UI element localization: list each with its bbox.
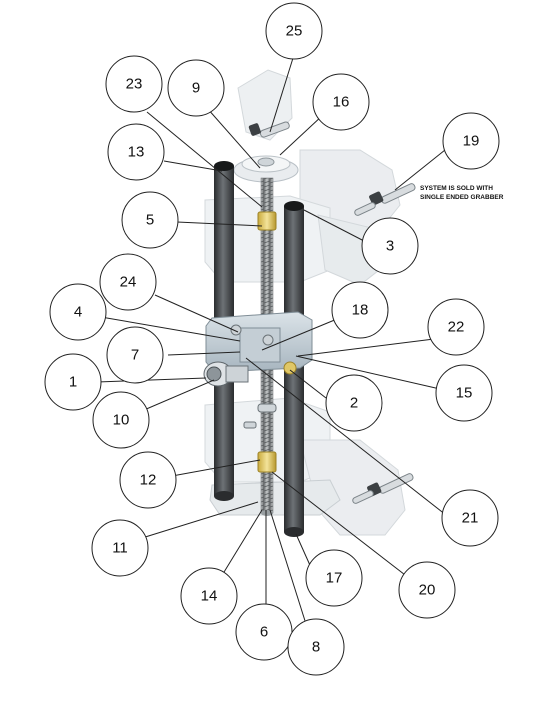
callout-5-label: 5 [145, 211, 155, 229]
callout-6 [236, 604, 292, 660]
callout-20-label: 20 [418, 581, 436, 599]
callout-22 [428, 299, 484, 355]
callout-11 [92, 520, 148, 576]
note-line-1: SYSTEM IS SOLD WITH [420, 185, 493, 192]
callout-16 [313, 74, 369, 130]
callout-8 [288, 619, 344, 675]
callout-10-label: 10 [112, 411, 130, 429]
callout-12 [120, 452, 176, 508]
callout-8-label: 8 [311, 638, 321, 656]
callout-3 [362, 218, 418, 274]
system-note [420, 185, 504, 201]
callout-19 [443, 113, 499, 169]
callout-1 [45, 354, 101, 410]
callout-24-label: 24 [119, 273, 137, 291]
callout-4 [50, 284, 106, 340]
callout-15-label: 15 [455, 384, 473, 402]
callout-1-label: 1 [68, 373, 78, 391]
callout-21-label: 21 [461, 509, 479, 527]
callout-6-label: 6 [259, 623, 269, 641]
callout-23-label: 23 [125, 75, 143, 93]
callout-14-label: 14 [200, 587, 218, 605]
callout-19-label: 19 [462, 132, 480, 150]
callout-25-label: 25 [285, 22, 303, 40]
callout-17 [306, 550, 362, 606]
callout-9-label: 9 [191, 79, 201, 97]
callout-22-label: 22 [447, 318, 465, 336]
callout-18-label: 18 [351, 301, 369, 319]
callout-4-label: 4 [73, 303, 83, 321]
lower-brass-nut [258, 452, 276, 472]
callout-11-label: 11 [112, 539, 128, 557]
callout-7 [107, 327, 163, 383]
callout-14 [181, 568, 237, 624]
side-knob [204, 362, 248, 386]
callout-12-label: 12 [139, 471, 157, 489]
callout-13-label: 13 [127, 143, 145, 161]
callout-2-label: 2 [349, 394, 359, 412]
callout-16-label: 16 [332, 93, 350, 111]
callout-23 [106, 56, 162, 112]
callout-7-label: 7 [130, 346, 140, 364]
upper-brass-nut [258, 212, 276, 230]
callout-5 [122, 192, 178, 248]
callout-24 [100, 254, 156, 310]
callout-18 [332, 282, 388, 338]
callout-13 [108, 124, 164, 180]
callout-15 [436, 365, 492, 421]
note-line-2: SINGLE ENDED GRABBER [420, 194, 504, 201]
callout-25 [266, 3, 322, 59]
callout-10 [93, 392, 149, 448]
callout-3-label: 3 [385, 237, 395, 255]
callout-9 [168, 60, 224, 116]
callout-17-label: 17 [325, 569, 343, 587]
callout-2 [326, 375, 382, 431]
callout-21 [442, 490, 498, 546]
callout-20 [399, 562, 455, 618]
